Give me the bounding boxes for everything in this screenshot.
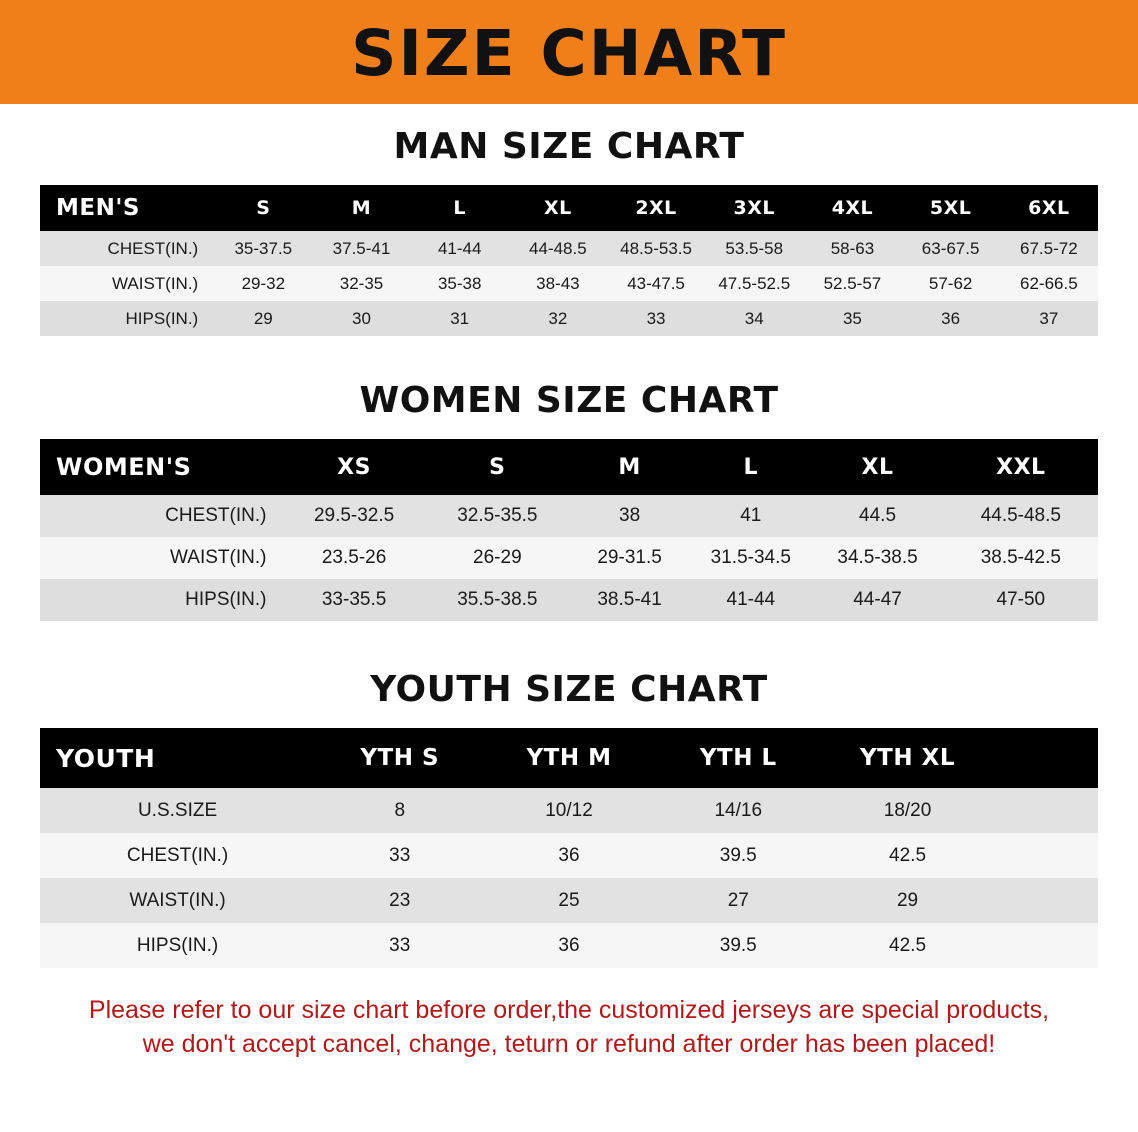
men-col-2: L (453, 197, 466, 219)
women-row-0-cell-2: 38 (619, 505, 641, 526)
women-row-0-cell-4: 44.5 (859, 505, 897, 526)
men-col-0: S (256, 197, 271, 219)
women-row-0-label: CHEST(IN.) (165, 505, 267, 526)
women-row-0-cell-3: 41 (740, 505, 762, 526)
men-row-0-cell-8: 67.5-72 (1020, 238, 1078, 258)
table-header-row (40, 728, 1098, 788)
youth-row-2-cell-0: 23 (389, 889, 411, 911)
women-table-wrapper (40, 439, 1098, 621)
men-row-0-cell-6: 58-63 (830, 238, 875, 258)
men-col-4: 2XL (635, 197, 677, 219)
youth-row-3-cell-1: 36 (558, 934, 580, 956)
youth-row-0-cell-3: 18/20 (883, 799, 932, 821)
page-banner (0, 0, 1138, 104)
youth-row-3-label: HIPS(IN.) (136, 934, 219, 956)
women-row-1-cell-4: 34.5-38.5 (837, 547, 918, 568)
youth-row-2-cell-2: 27 (727, 889, 749, 911)
youth-row-0-label: U.S.SIZE (137, 799, 218, 821)
page-title: SIZE CHART (351, 16, 787, 90)
men-row-1-cell-1: 32-35 (339, 273, 384, 293)
women-row-0-cell-0: 29.5-32.5 (313, 505, 395, 526)
youth-row-2-cell-1: 25 (558, 889, 580, 911)
men-row-2-cell-4: 33 (646, 308, 666, 328)
youth-col-spacer (992, 728, 1098, 788)
table-row (40, 301, 1098, 336)
women-row-0-cell-5: 44.5-48.5 (980, 505, 1061, 526)
men-row-2-cell-6: 35 (842, 308, 862, 328)
men-row-1-cell-5: 47.5-52.5 (718, 273, 791, 293)
women-table-body (40, 495, 1098, 621)
men-row-2-cell-3: 32 (548, 308, 568, 328)
youth-row-2-label: WAIST(IN.) (129, 889, 226, 911)
men-col-3: XL (543, 197, 572, 219)
women-row-1-cell-3: 31.5-34.5 (710, 547, 791, 568)
women-row-2-cell-4: 44-47 (853, 589, 902, 610)
women-corner-label: WOMEN'S (56, 453, 192, 481)
men-row-1-label: WAIST(IN.) (111, 273, 199, 293)
women-col-0: XS (337, 454, 371, 480)
women-row-1-label: WAIST(IN.) (170, 547, 267, 568)
youth-col-0: YTH S (360, 745, 440, 771)
man-table-wrapper (40, 185, 1098, 336)
youth-row-0-cell-2: 14/16 (714, 799, 763, 821)
men-row-1-cell-6: 52.5-57 (823, 273, 882, 293)
table-row (40, 579, 1098, 621)
order-policy-note-line-1: Please refer to our size chart before order,the customized jerseys are special products, (88, 996, 1050, 1024)
youth-row-3-cell-0: 33 (389, 934, 411, 956)
youth-row-0-spacer (992, 788, 1098, 833)
men-row-1-cell-0: 29-32 (241, 273, 286, 293)
men-table-body (40, 231, 1098, 336)
men-col-6: 4XL (831, 197, 874, 219)
youth-row-1-cell-0: 33 (389, 844, 411, 866)
men-row-0-cell-1: 37.5-41 (332, 238, 391, 258)
women-col-5: XXL (996, 454, 1046, 480)
men-row-0-cell-4: 48.5-53.5 (620, 238, 692, 258)
men-row-2-cell-5: 34 (744, 308, 764, 328)
youth-row-1-cell-2: 39.5 (719, 844, 757, 866)
youth-table-wrapper (40, 728, 1098, 968)
women-row-2-cell-1: 35.5-38.5 (457, 589, 538, 610)
men-col-1: M (351, 197, 372, 219)
youth-section-heading: YOUTH SIZE CHART (370, 669, 768, 710)
youth-row-1-cell-3: 42.5 (889, 844, 927, 866)
table-header-row (40, 439, 1098, 495)
women-table-header (40, 439, 1098, 495)
men-row-0-cell-7: 63-67.5 (921, 238, 980, 258)
women-section-heading: WOMEN SIZE CHART (359, 380, 779, 421)
women-row-0-cell-1: 32.5-35.5 (457, 505, 538, 526)
table-row (40, 495, 1098, 537)
men-size-table (40, 185, 1098, 336)
men-row-1-cell-3: 38-43 (536, 273, 580, 293)
order-policy-note (40, 994, 1098, 1062)
youth-row-3-spacer (992, 923, 1098, 968)
youth-row-0-cell-0: 8 (394, 799, 406, 821)
youth-row-1-cell-1: 36 (558, 844, 580, 866)
youth-row-1-label: CHEST(IN.) (126, 844, 229, 866)
table-row (40, 231, 1098, 266)
youth-size-table (40, 728, 1098, 968)
men-table-header (40, 185, 1098, 231)
youth-table-body (40, 788, 1098, 968)
men-row-2-label: HIPS(IN.) (125, 308, 199, 328)
men-row-2-cell-7: 36 (941, 308, 961, 328)
youth-row-3-cell-3: 42.5 (889, 934, 927, 956)
men-col-7: 5XL (929, 197, 972, 219)
women-row-2-cell-5: 47-50 (996, 589, 1046, 610)
man-section-heading: MAN SIZE CHART (393, 126, 745, 167)
men-row-1-cell-2: 35-38 (437, 273, 482, 293)
men-row-2-cell-1: 30 (352, 308, 371, 328)
men-row-0-cell-0: 35-37.5 (234, 238, 293, 258)
table-row (40, 788, 1098, 833)
women-row-1-cell-1: 26-29 (473, 547, 522, 568)
youth-col-2: YTH L (699, 745, 777, 771)
table-row (40, 266, 1098, 301)
men-row-0-cell-3: 44-48.5 (529, 238, 587, 258)
men-col-5: 3XL (733, 197, 775, 219)
table-row (40, 878, 1098, 923)
men-corner-label: MEN'S (56, 195, 140, 221)
youth-row-2-spacer (992, 878, 1098, 923)
men-row-1-cell-7: 57-62 (928, 273, 973, 293)
table-row (40, 923, 1098, 968)
youth-row-1-spacer (992, 833, 1098, 878)
youth-row-0-cell-1: 10/12 (545, 799, 593, 821)
women-col-1: S (489, 454, 506, 480)
youth-table-header (40, 728, 1098, 788)
women-col-4: XL (861, 454, 894, 480)
men-row-1-cell-8: 62-66.5 (1020, 273, 1078, 293)
women-row-1-cell-2: 29-31.5 (597, 547, 662, 568)
women-row-1-cell-0: 23.5-26 (321, 547, 387, 568)
men-row-2-cell-8: 37 (1039, 308, 1059, 328)
women-row-2-cell-0: 33-35.5 (321, 589, 387, 610)
men-row-0-cell-2: 41-44 (437, 238, 482, 258)
youth-row-2-cell-3: 29 (896, 889, 919, 911)
women-size-table (40, 439, 1098, 621)
men-row-2-cell-2: 31 (450, 308, 470, 328)
youth-row-3-cell-2: 39.5 (719, 934, 757, 956)
table-row (40, 537, 1098, 579)
youth-col-1: YTH M (526, 745, 612, 771)
men-row-0-label: CHEST(IN.) (107, 238, 199, 258)
table-row (40, 833, 1098, 878)
women-col-3: L (743, 454, 759, 480)
order-policy-note-line-2: we don't accept cancel, change, teturn or refund after order has been placed! (142, 1029, 996, 1058)
table-header-row (40, 185, 1098, 231)
women-row-2-cell-2: 38.5-41 (597, 589, 662, 610)
men-row-0-cell-5: 53.5-58 (725, 238, 784, 258)
men-row-2-cell-0: 29 (253, 308, 273, 328)
men-row-1-cell-4: 43-47.5 (627, 273, 685, 293)
women-row-1-cell-5: 38.5-42.5 (980, 547, 1061, 568)
men-col-8: 6XL (1028, 197, 1070, 219)
youth-col-3: YTH XL (860, 745, 956, 771)
women-col-2: M (618, 454, 641, 480)
women-row-2-label: HIPS(IN.) (185, 589, 267, 610)
youth-corner-label: YOUTH (56, 743, 156, 773)
women-row-2-cell-3: 41-44 (726, 589, 776, 610)
